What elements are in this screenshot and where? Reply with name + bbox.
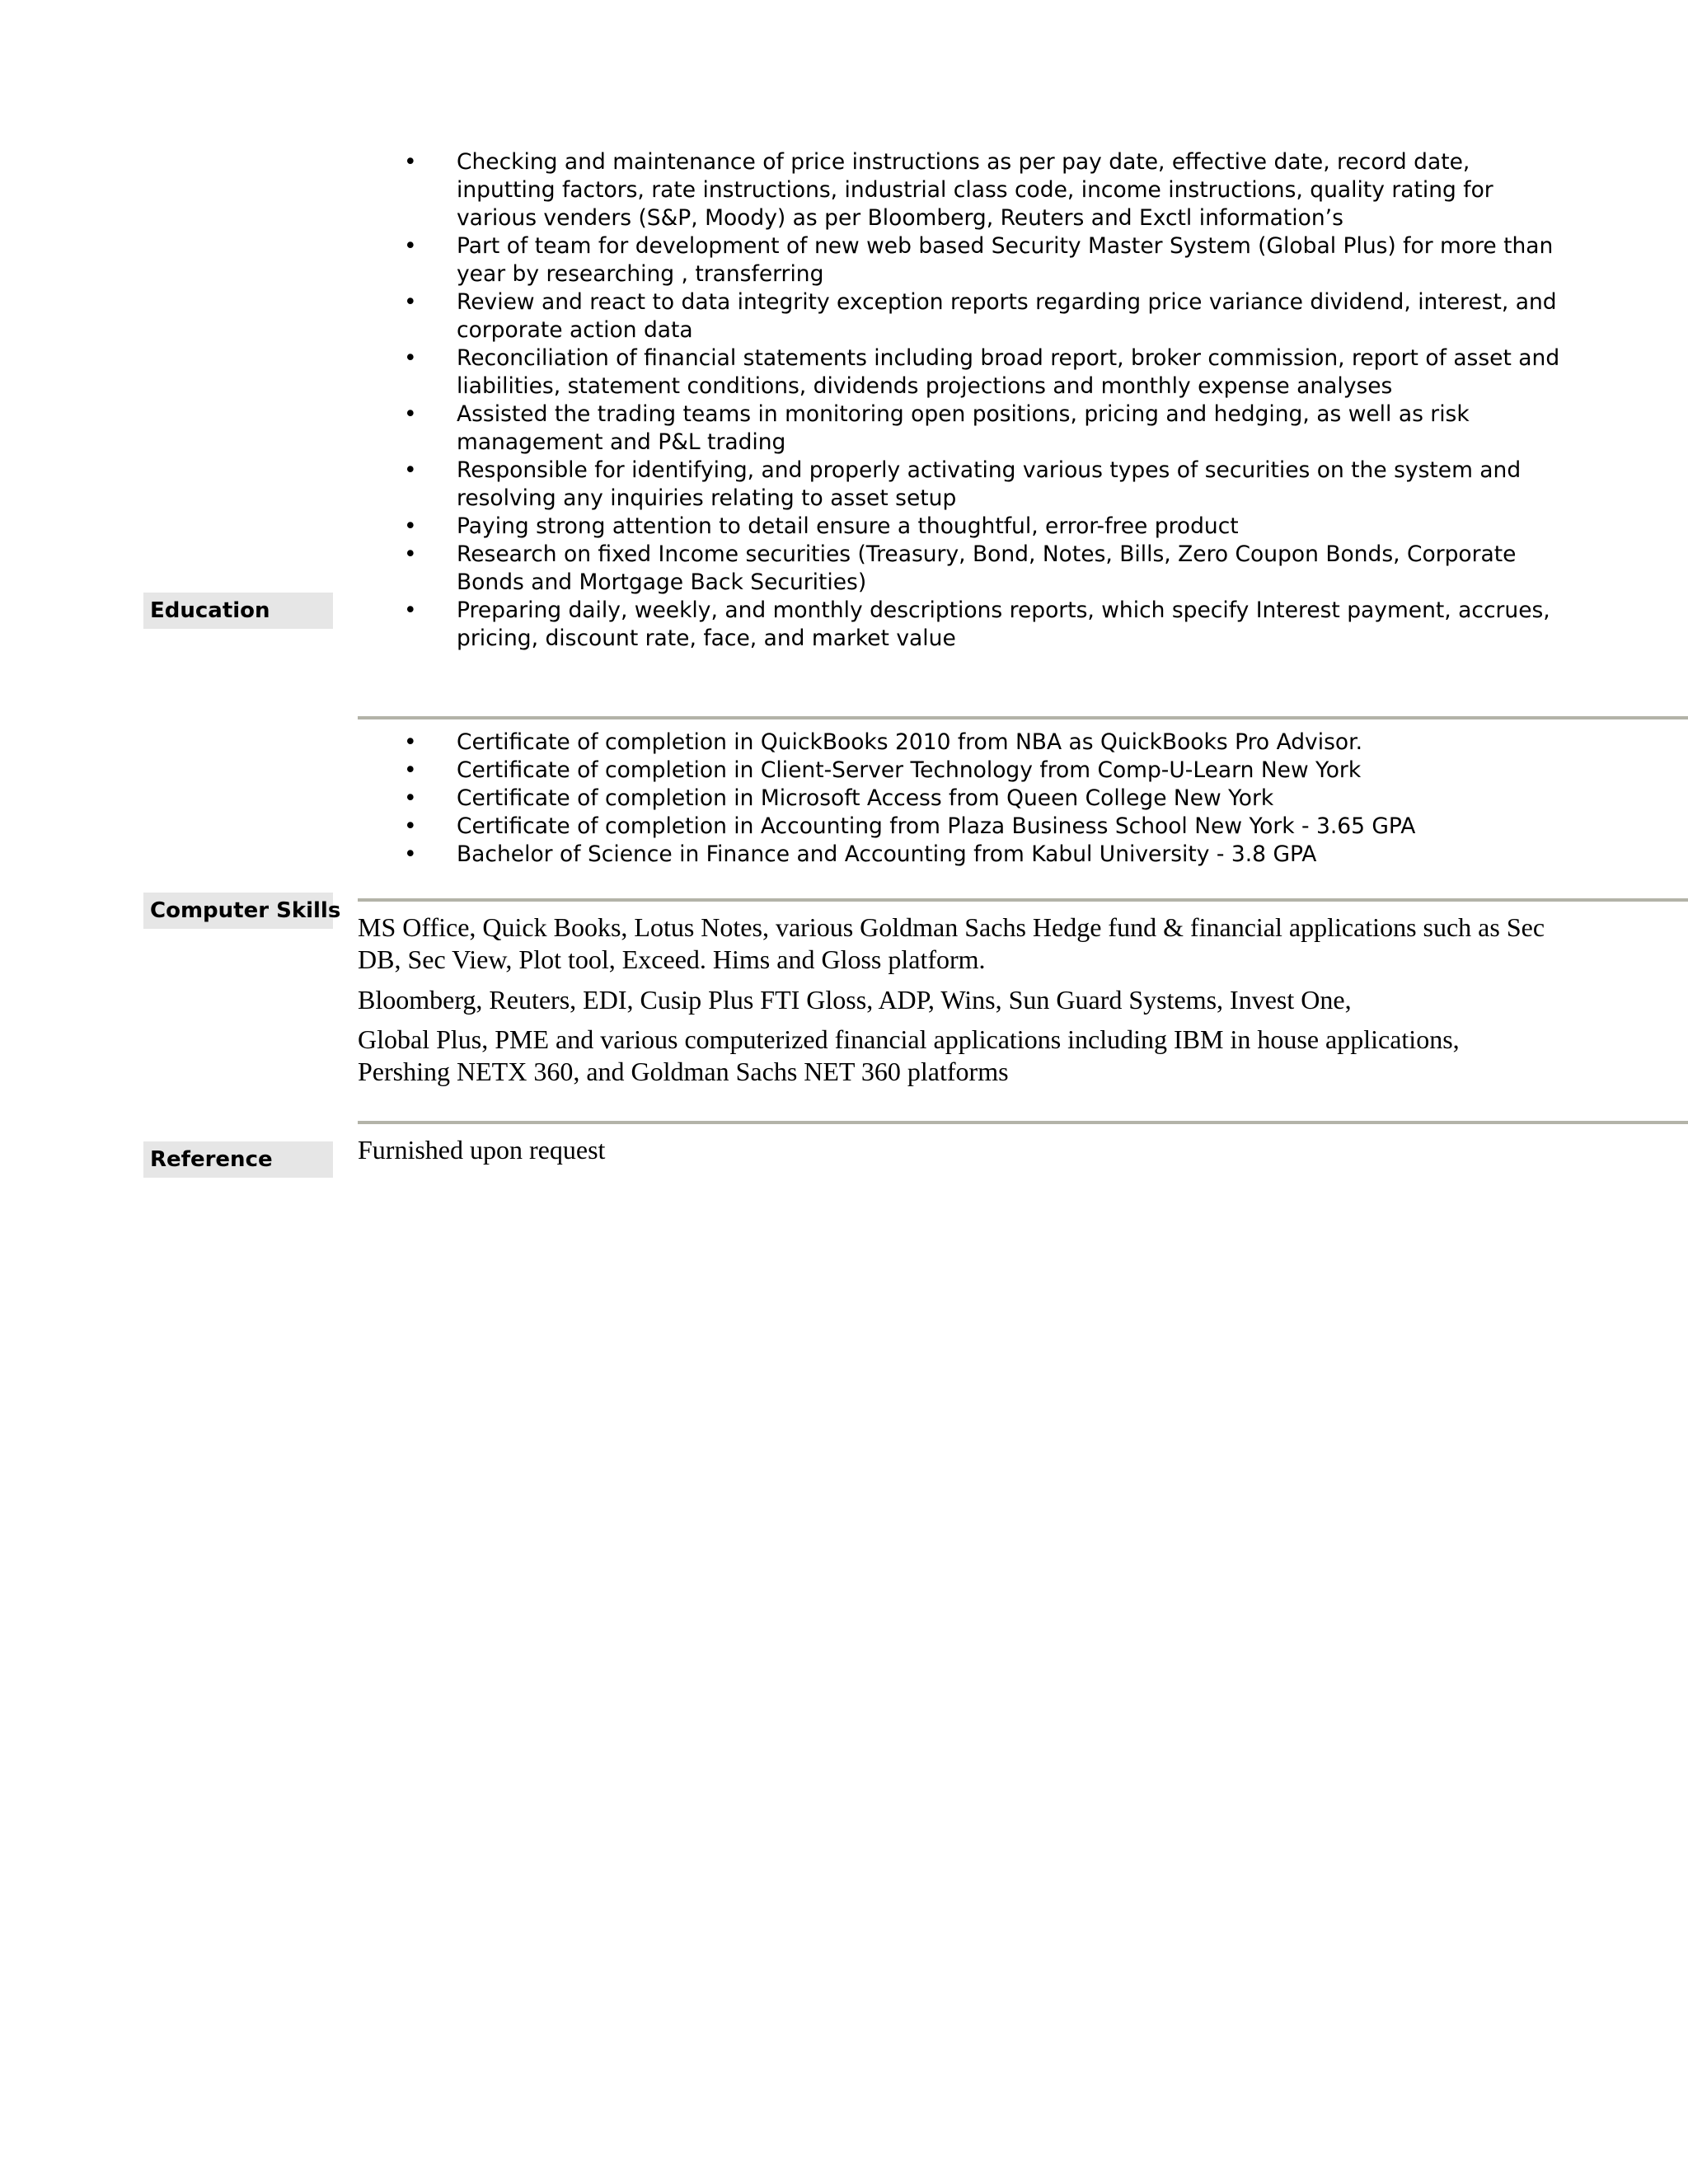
bullet-icon: • xyxy=(404,289,417,315)
bullet-icon: • xyxy=(404,813,417,839)
bullet-icon: • xyxy=(404,513,417,539)
education-bullet-list xyxy=(404,729,1574,869)
section-divider xyxy=(358,898,1688,902)
bullet-icon: • xyxy=(404,457,417,483)
computer-skills-paragraph: MS Office, Quick Books, Lotus Notes, various Goldman Sachs Hedge fund & financial applications such as Sec DB, Sec View, Plot tool, Exceed. Hims and Gloss platform. xyxy=(358,912,1545,974)
list-item: • Review and react to data integrity exception reports regarding price variance dividend, interest, and corporate action data xyxy=(404,289,1557,343)
bullet-icon: • xyxy=(404,233,417,259)
list-item: • Certificate of completion in QuickBooks 2010 from NBA as QuickBooks Pro Advisor. xyxy=(404,729,1362,755)
bullet-icon: • xyxy=(404,757,417,783)
list-item: • Checking and maintenance of price instructions as per pay date, effective date, record date, inputting factors, rate instructions, industrial class code, income instructions, quality rating for various venders (S&P, Moody) as per Bloomberg, Reuters and Exctl information’s xyxy=(404,149,1493,231)
section-divider xyxy=(358,716,1688,719)
list-item: • Responsible for identifying, and properly activating various types of securities on the system and resolving any inquiries relating to asset setup xyxy=(404,457,1522,511)
section-divider xyxy=(358,1121,1688,1124)
bullet-icon: • xyxy=(404,401,417,427)
list-item: • Bachelor of Science in Finance and Accounting from Kabul University - 3.8 GPA xyxy=(404,841,1317,867)
computer-skills-paragraph: Global Plus, PME and various computerized financial applications including IBM in house applications, Pershing NETX 360, and Goldman Sachs NET 360 platforms xyxy=(358,1024,1460,1086)
bullet-icon: • xyxy=(404,598,417,623)
list-item: • Preparing daily, weekly, and monthly descriptions reports, which specify Interest payment, accrues, pricing, discount rate, face, and market value xyxy=(404,598,1550,651)
bullet-icon: • xyxy=(404,785,417,811)
reference-text: Furnished upon request xyxy=(358,1135,606,1165)
list-item: • Certificate of completion in Microsoft Access from Queen College New York xyxy=(404,785,1274,811)
bullet-icon: • xyxy=(404,729,417,755)
bullet-icon: • xyxy=(404,841,417,867)
list-item: • Research on fixed Income securities (Treasury, Bond, Notes, Bills, Zero Coupon Bonds, Corporate Bonds and Mortgage Back Securities) xyxy=(404,541,1517,595)
bullet-icon: • xyxy=(404,345,417,371)
computer-skills-section-label: Computer Skills xyxy=(143,893,333,929)
computer-skills-paragraph: Bloomberg, Reuters, EDI, Cusip Plus FTI Gloss, ADP, Wins, Sun Guard Systems, Invest One, xyxy=(358,985,1352,1015)
list-item: • Assisted the trading teams in monitoring open positions, pricing and hedging, as well as risk management and P&L trading xyxy=(404,401,1470,455)
list-item: • Part of team for development of new web based Security Master System (Global Plus) for more than year by researching , transferring xyxy=(404,233,1554,287)
list-item: • Paying strong attention to detail ensure a thoughtful, error-free product xyxy=(404,513,1239,539)
education-section-label: Education xyxy=(143,593,333,629)
bullet-icon: • xyxy=(404,149,417,175)
list-item: • Certificate of completion in Accounting from Plaza Business School New York - 3.65 GPA xyxy=(404,813,1416,839)
experience-bullet-list xyxy=(404,148,1574,653)
list-item: • Reconciliation of financial statements including broad report, broker commission, report of asset and liabilities, statement conditions, dividends projections and monthly expense analyses xyxy=(404,345,1560,399)
list-item: • Certificate of completion in Client-Server Technology from Comp-U-Learn New York xyxy=(404,757,1362,783)
reference-section-label: Reference xyxy=(143,1141,333,1178)
bullet-icon: • xyxy=(404,541,417,567)
